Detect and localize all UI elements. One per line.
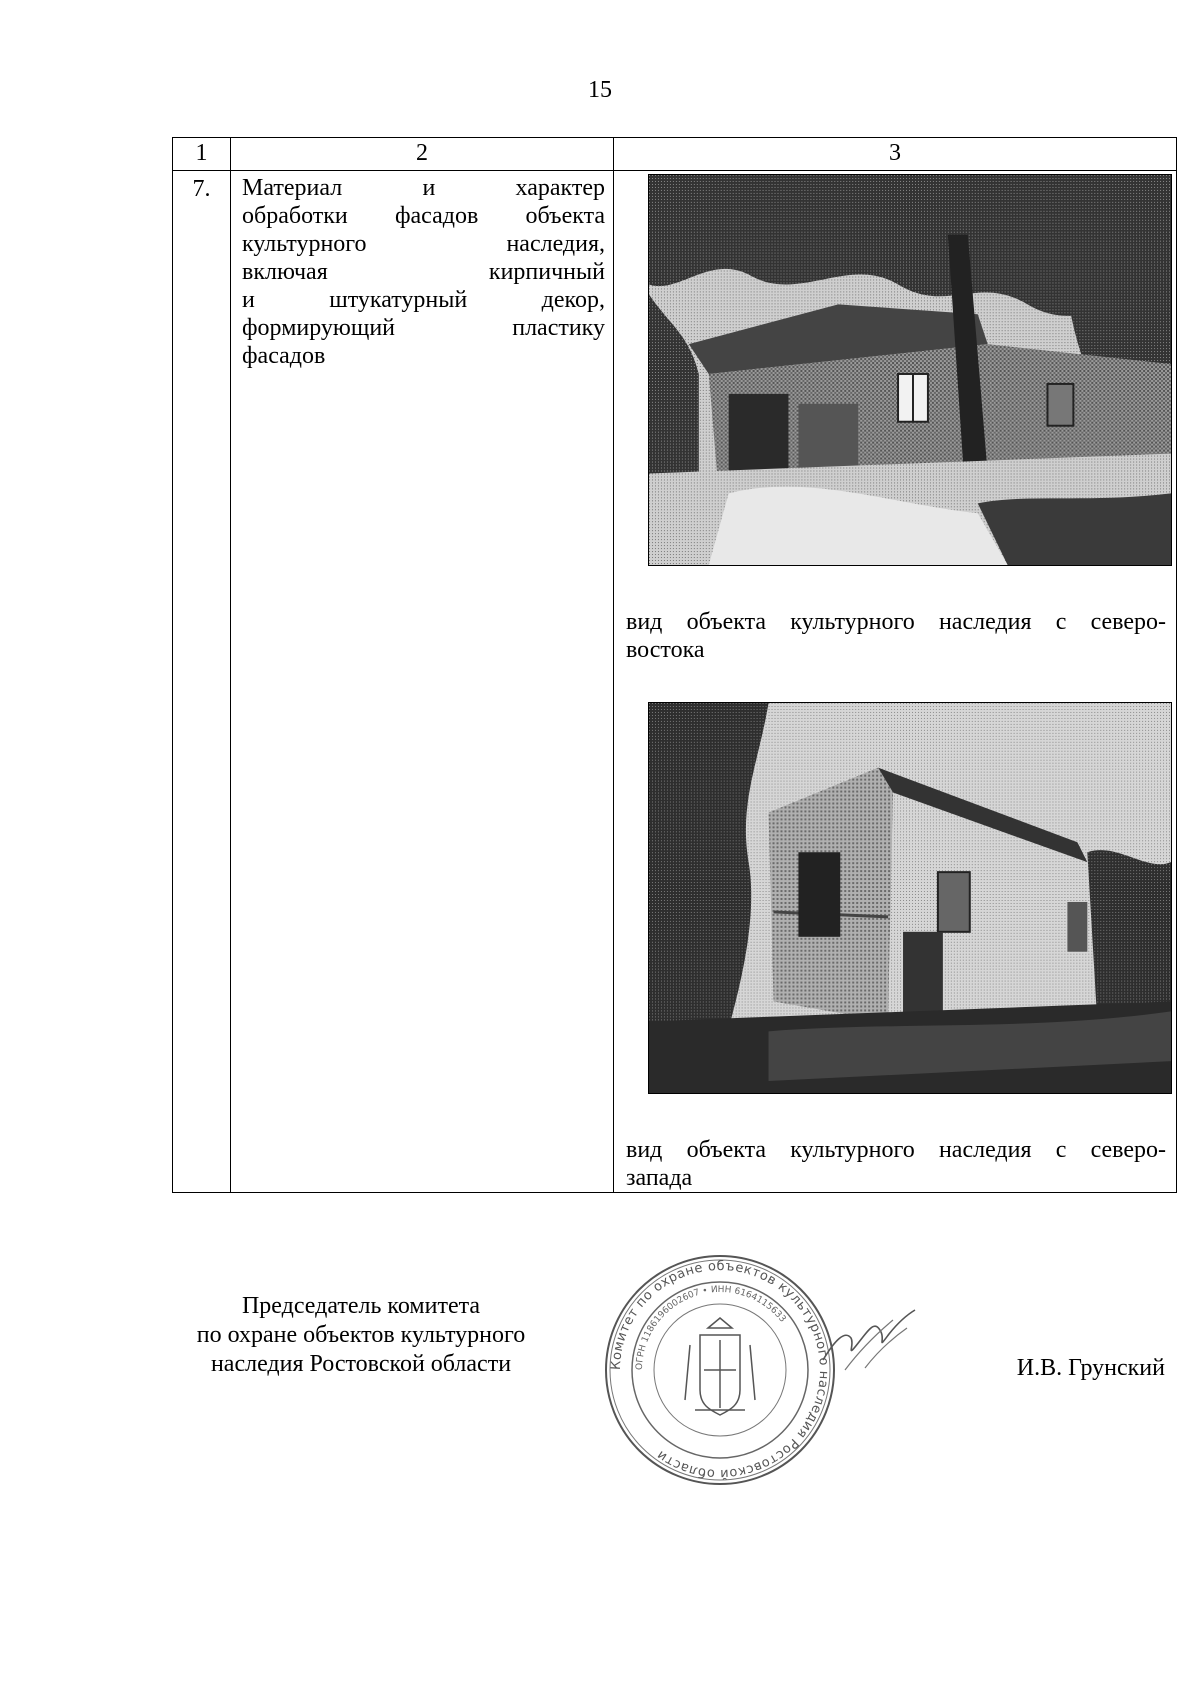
caption-line: востока (626, 637, 705, 663)
description-line: Материал и характер (242, 175, 605, 201)
signer-title-line: по охране объектов культурного (196, 1322, 526, 1348)
description-line: формирующий пластику (242, 315, 605, 341)
handwritten-signature (815, 1290, 925, 1380)
table-row (173, 171, 1177, 1193)
stamp-inner-text: ОГРН 1186196002607 • ИНН 6164115633 (634, 1284, 788, 1371)
stamp-outer-text: Комитет по охране объектов культурного наследия Ростовской области (608, 1258, 832, 1482)
header-col-2: 2 (231, 138, 614, 171)
signer-title (150, 1292, 572, 1379)
photo-northwest (648, 702, 1172, 1094)
caption-line: вид объекта культурного наследия с северо- (626, 609, 1166, 635)
signer-name: И.В. Грунский (1016, 1355, 1165, 1381)
table-header-row (173, 138, 1177, 171)
description-line: и штукатурный декор, (242, 287, 605, 313)
description-line: культурного наследия, (242, 231, 605, 257)
caption-line: запада (626, 1165, 693, 1191)
header-col-1: 1 (173, 138, 231, 171)
photo-northeast-image (649, 175, 1171, 565)
signer-title-line: наследия Ростовской области (210, 1351, 512, 1377)
coat-of-arms-icon (685, 1318, 755, 1415)
header-col-3: 3 (614, 138, 1177, 171)
photo-northwest-image (649, 703, 1171, 1093)
official-stamp (600, 1250, 840, 1490)
description-line: фасадов (242, 343, 326, 369)
photo-caption-northwest (626, 1136, 1166, 1192)
caption-line: вид объекта культурного наследия с северо- (626, 1137, 1166, 1163)
row-description (231, 171, 614, 1193)
description-line: обработки фасадов объекта (242, 203, 605, 229)
signer-title-line: Председатель комитета (241, 1293, 481, 1319)
photo-caption-northeast (626, 608, 1166, 664)
characteristics-table (172, 137, 1177, 1193)
row-number: 7. (173, 171, 231, 1193)
description-line: включая кирпичный (242, 259, 605, 285)
page-number: 15 (588, 77, 612, 103)
row-photos (614, 171, 1177, 1193)
photo-northeast (648, 174, 1172, 566)
